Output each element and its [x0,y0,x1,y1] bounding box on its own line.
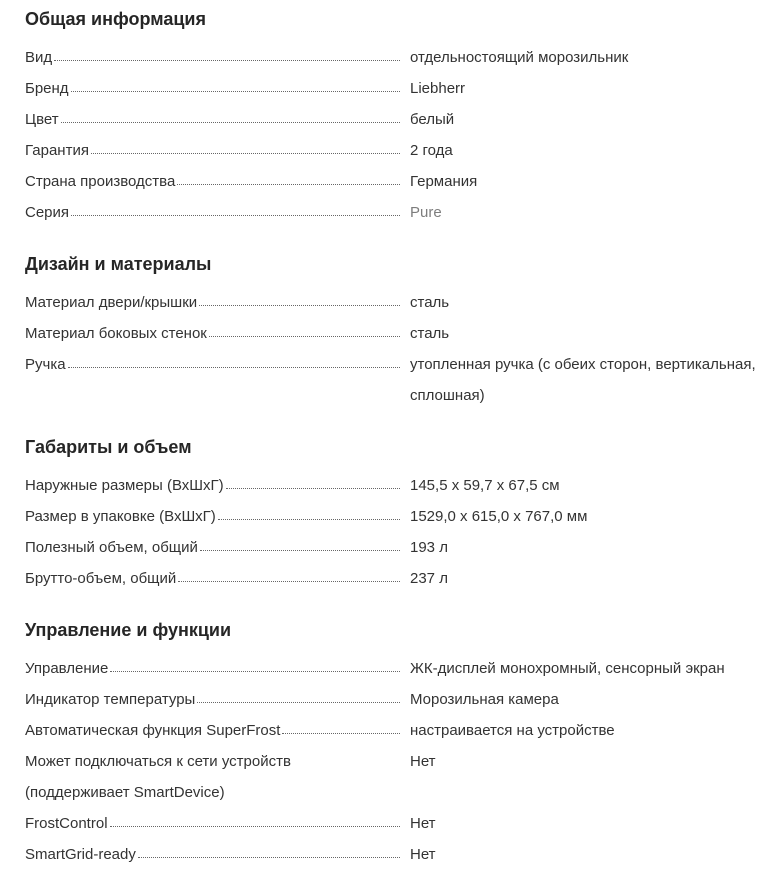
dot-leader [200,550,400,551]
spec-value: Морозильная камера [410,691,559,708]
spec-label: Брутто-объем, общий [25,570,177,587]
spec-value: Нет [410,846,436,863]
spec-value: утопленная ручка (с обеих сторон, вертикальная, сплошная) [410,356,756,404]
spec-row-left [25,532,410,563]
spec-value: Нет [410,753,436,770]
spec-value: ЖК-дисплей монохромный, сенсорный экран [410,660,725,677]
spec-row [25,166,763,197]
spec-row-left [25,715,410,746]
spec-row-left [25,563,410,594]
spec-value: 193 л [410,539,448,556]
spec-label: Вид [25,49,53,66]
section-title: Габариты и объем [25,437,192,457]
spec-section [25,434,763,594]
spec-section [25,6,763,228]
spec-label: Индикатор температуры [25,691,196,708]
spec-row-left [25,73,410,104]
dot-leader [199,305,400,306]
dot-leader [138,857,400,858]
dot-leader [110,671,400,672]
spec-label: Гарантия [25,142,89,159]
spec-label: Автоматическая функция SuperFrost [25,722,281,739]
spec-value: 1529,0 x 615,0 x 767,0 мм [410,508,588,525]
section-rows [25,42,763,228]
spec-label: Может подключаться к сети устройств (поддерживает SmartDevice) [25,753,291,801]
spec-value: 145,5 x 59,7 x 67,5 см [410,477,560,494]
spec-row [25,839,763,870]
dot-leader [110,826,400,827]
spec-label: SmartGrid-ready [25,846,136,863]
dot-leader [71,215,400,216]
spec-row [25,532,763,563]
spec-row [25,287,763,318]
series-link[interactable]: Pure [410,204,442,221]
spec-row [25,684,763,715]
spec-row [25,104,763,135]
dot-leader [61,122,400,123]
spec-row [25,501,763,532]
spec-label: FrostControl [25,815,108,832]
specifications-panel [25,6,763,870]
spec-row [25,197,763,228]
spec-label: Бренд [25,80,69,97]
spec-row-left [25,42,410,73]
spec-label: Серия [25,204,70,221]
spec-row [25,653,763,684]
spec-value: Нет [410,815,436,832]
spec-row [25,318,763,349]
section-title: Дизайн и материалы [25,254,212,274]
spec-row-left [25,684,410,715]
spec-row-left [25,287,410,318]
dot-leader [54,60,400,61]
spec-label: Управление [25,660,109,677]
spec-label: Ручка [25,356,66,373]
dot-leader [91,153,400,154]
spec-row [25,42,763,73]
spec-value: Германия [410,173,478,190]
dot-leader [209,336,400,337]
spec-row [25,808,763,839]
spec-row-left [25,349,410,380]
spec-row [25,563,763,594]
spec-row-left [25,104,410,135]
spec-row-left [25,808,410,839]
section-rows [25,287,763,411]
spec-value: отдельностоящий морозильник [410,49,629,66]
spec-label: Цвет [25,111,59,128]
spec-section [25,617,763,870]
spec-row-left [25,318,410,349]
spec-value: сталь [410,294,450,311]
spec-value: сталь [410,325,450,342]
dot-leader [71,91,400,92]
spec-row [25,715,763,746]
spec-value: настраивается на устройстве [410,722,615,739]
dot-leader [218,519,400,520]
dot-leader [226,488,400,489]
spec-row-left [25,501,410,532]
spec-row [25,746,763,808]
spec-row-left [25,839,410,870]
spec-label: Материал двери/крышки [25,294,198,311]
dot-leader [177,184,400,185]
spec-row [25,470,763,501]
spec-value: Liebherr [410,80,466,97]
section-rows [25,653,763,870]
dot-leader [178,581,400,582]
spec-row-left [25,470,410,501]
spec-row [25,349,763,411]
section-title: Общая информация [25,9,206,29]
section-rows [25,470,763,594]
spec-label: Наружные размеры (ВхШхГ) [25,477,224,494]
spec-section [25,251,763,411]
spec-row [25,135,763,166]
dot-leader [68,367,400,368]
spec-label: Страна производства [25,173,176,190]
spec-row-left [25,653,410,684]
spec-value: белый [410,111,455,128]
spec-row-left [25,197,410,228]
spec-label: Полезный объем, общий [25,539,198,556]
section-title: Управление и функции [25,620,232,640]
dot-leader [282,733,400,734]
dot-leader [197,702,400,703]
spec-row-left [25,746,410,808]
spec-row [25,73,763,104]
spec-label: Размер в упаковке (ВхШхГ) [25,508,216,525]
spec-row-left [25,135,410,166]
spec-label: Материал боковых стенок [25,325,207,342]
spec-value: 2 года [410,142,453,159]
spec-row-left [25,166,410,197]
spec-value: 237 л [410,570,448,587]
